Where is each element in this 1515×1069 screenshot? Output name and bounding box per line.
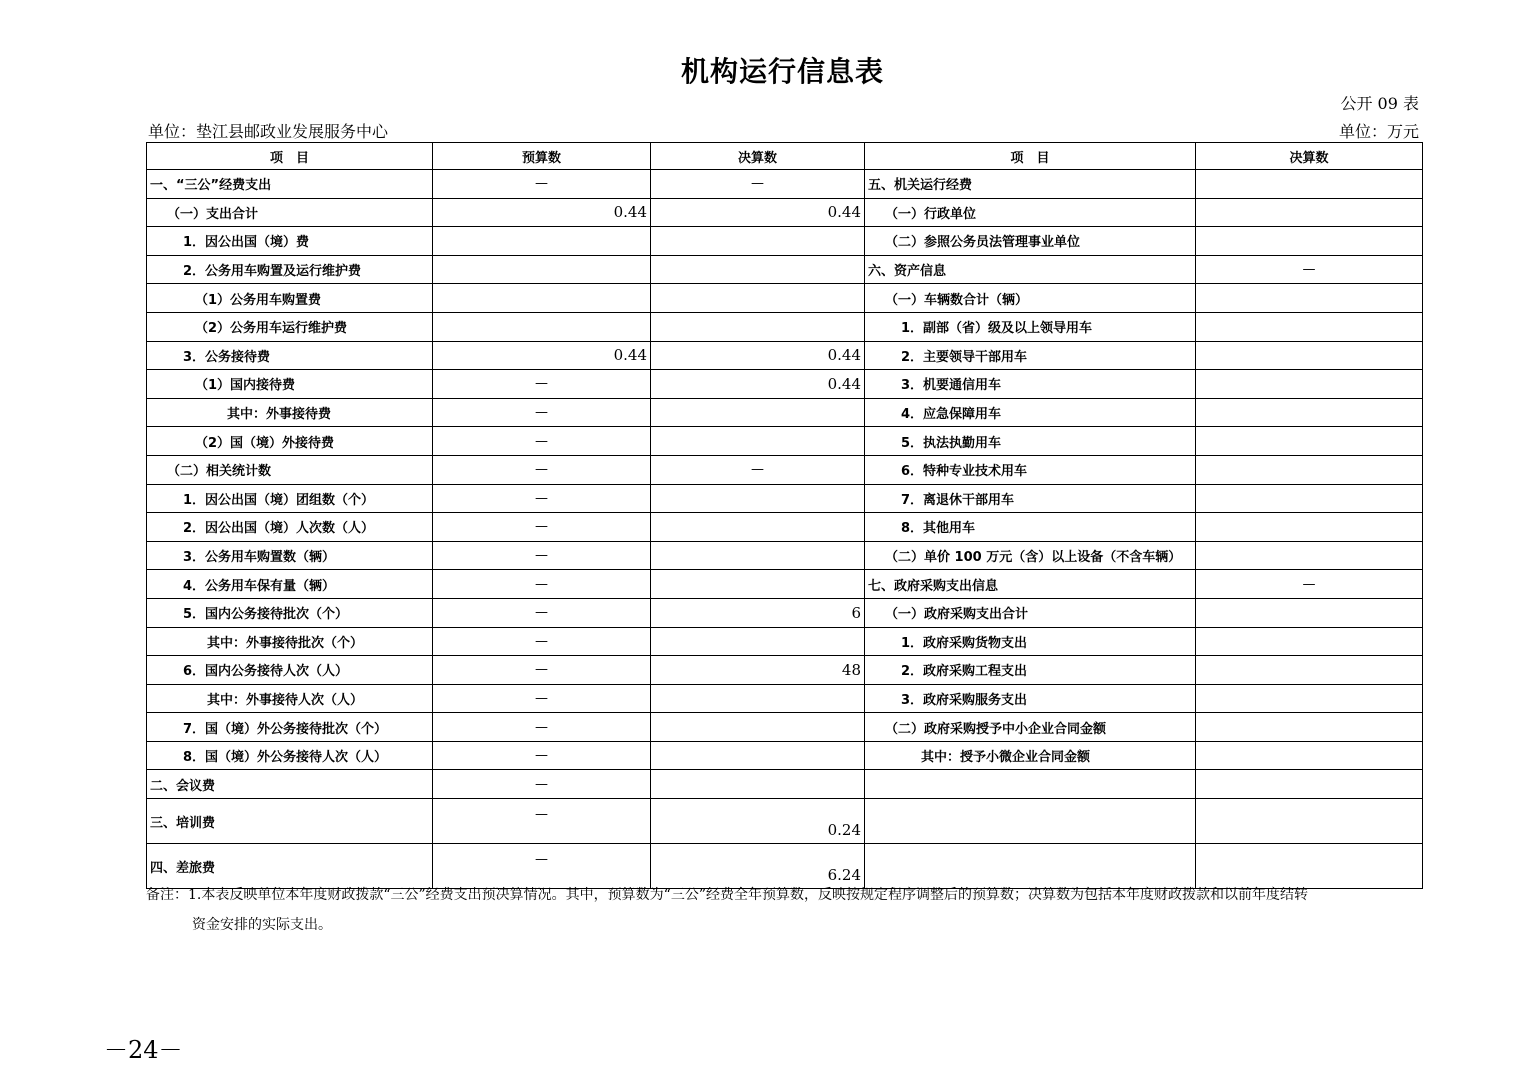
row-label: 4．公务用车保有量（辆）	[147, 570, 433, 599]
final-cell: 0.44	[651, 341, 865, 370]
final-cell	[651, 513, 865, 542]
right-final-cell	[1196, 541, 1423, 570]
final-cell: —	[651, 170, 865, 199]
right-row-label: 其中：授予小微企业合同金额	[865, 741, 1196, 770]
table-row	[147, 799, 1423, 844]
final-cell	[651, 255, 865, 284]
row-label: （1）公务用车购置费	[147, 284, 433, 313]
final-cell	[651, 741, 865, 770]
right-row-label: 1．副部（省）级及以上领导用车	[865, 312, 1196, 341]
right-final-cell	[1196, 627, 1423, 656]
row-label: 三、培训费	[147, 799, 433, 844]
row-label: 3．公务用车购置数（辆）	[147, 541, 433, 570]
right-final-cell	[1196, 684, 1423, 713]
right-row-label: （二）单价 100 万元（含）以上设备（不含车辆）	[865, 541, 1196, 570]
right-row-label: 2．政府采购工程支出	[865, 656, 1196, 685]
form-number: 公开 09 表	[1340, 94, 1419, 113]
right-row-label: 2．主要领导干部用车	[865, 341, 1196, 370]
row-label: 其中：外事接待费	[147, 398, 433, 427]
table-row	[147, 741, 1423, 770]
final-cell	[651, 570, 865, 599]
table-row	[147, 170, 1423, 199]
final-cell	[651, 312, 865, 341]
budget-cell: —	[433, 541, 651, 570]
right-final-cell	[1196, 741, 1423, 770]
budget-cell: —	[433, 570, 651, 599]
table-row	[147, 284, 1423, 313]
budget-cell: 0.44	[433, 198, 651, 227]
right-final-cell	[1196, 398, 1423, 427]
budget-cell	[433, 227, 651, 256]
budget-cell: —	[433, 170, 651, 199]
right-final-cell	[1196, 427, 1423, 456]
row-label: 二、会议费	[147, 770, 433, 799]
final-cell	[651, 627, 865, 656]
right-final-cell	[1196, 227, 1423, 256]
right-final-cell: —	[1196, 570, 1423, 599]
unit-organization: 单位：垫江县邮政业发展服务中心	[148, 122, 389, 141]
right-final-cell	[1196, 513, 1423, 542]
row-label: 1．因公出国（境）费	[147, 227, 433, 256]
row-label: （一）支出合计	[147, 198, 433, 227]
budget-cell: —	[433, 799, 651, 844]
row-label: 8．国（境）外公务接待人次（人）	[147, 741, 433, 770]
right-final-cell	[1196, 312, 1423, 341]
right-final-cell	[1196, 656, 1423, 685]
right-final-cell	[1196, 284, 1423, 313]
final-cell	[651, 284, 865, 313]
row-label: 5．国内公务接待批次（个）	[147, 598, 433, 627]
table-row	[147, 398, 1423, 427]
right-row-label: （一）政府采购支出合计	[865, 598, 1196, 627]
final-cell: 0.44	[651, 370, 865, 399]
final-cell	[651, 684, 865, 713]
right-row-label: 1．政府采购货物支出	[865, 627, 1196, 656]
budget-cell	[433, 255, 651, 284]
row-label: 一、“三公”经费支出	[147, 170, 433, 199]
unit-currency: 单位：万元	[1338, 122, 1419, 141]
final-cell	[651, 427, 865, 456]
budget-cell: —	[433, 684, 651, 713]
budget-cell	[433, 284, 651, 313]
right-row-label: 5．执法执勤用车	[865, 427, 1196, 456]
right-row-label: 6．特种专业技术用车	[865, 455, 1196, 484]
row-label: （2）国（境）外接待费	[147, 427, 433, 456]
table-row	[147, 627, 1423, 656]
right-row-label: 五、机关运行经费	[865, 170, 1196, 199]
header-final-left: 决算数	[651, 143, 865, 170]
final-cell	[651, 713, 865, 742]
table-row	[147, 312, 1423, 341]
row-label: 2．因公出国（境）人次数（人）	[147, 513, 433, 542]
table-row	[147, 427, 1423, 456]
table-row	[147, 598, 1423, 627]
budget-cell: —	[433, 770, 651, 799]
right-row-label	[865, 770, 1196, 799]
info-table	[146, 142, 1423, 889]
right-row-label: （一）行政单位	[865, 198, 1196, 227]
right-row-label: （二）参照公务员法管理事业单位	[865, 227, 1196, 256]
budget-cell: —	[433, 427, 651, 456]
row-label: 3．公务接待费	[147, 341, 433, 370]
table-row	[147, 455, 1423, 484]
right-final-cell	[1196, 170, 1423, 199]
right-row-label: （一）车辆数合计（辆）	[865, 284, 1196, 313]
header-item-left: 项 目	[147, 143, 433, 170]
table-header-row	[147, 143, 1423, 170]
right-final-cell	[1196, 341, 1423, 370]
right-row-label: 7．离退休干部用车	[865, 484, 1196, 513]
budget-cell: —	[433, 627, 651, 656]
table-row	[147, 484, 1423, 513]
budget-cell: —	[433, 844, 651, 889]
final-cell	[651, 541, 865, 570]
table-row	[147, 713, 1423, 742]
header-final-right: 决算数	[1196, 143, 1423, 170]
row-label: 2．公务用车购置及运行维护费	[147, 255, 433, 284]
row-label: （二）相关统计数	[147, 455, 433, 484]
header-budget: 预算数	[433, 143, 651, 170]
footnote-line-1: 备注：1.本表反映单位本年度财政拨款“三公”经费支出预决算情况。其中，预算数为“三公”经费全年预算数，反映按规定程序调整后的预算数；决算数为包括本年度财政拨款和以前年度结转	[146, 887, 1308, 903]
footnote	[146, 880, 1486, 940]
footnote-line-2: 资金安排的实际支出。	[192, 917, 332, 933]
right-row-label: 3．政府采购服务支出	[865, 684, 1196, 713]
row-label: 1．因公出国（境）团组数（个）	[147, 484, 433, 513]
final-cell: 6	[651, 598, 865, 627]
right-final-cell	[1196, 770, 1423, 799]
table-row	[147, 198, 1423, 227]
page-title: 机构运行信息表	[680, 55, 884, 88]
budget-cell: —	[433, 370, 651, 399]
final-cell	[651, 398, 865, 427]
table-row	[147, 255, 1423, 284]
budget-cell: —	[433, 513, 651, 542]
budget-cell: —	[433, 598, 651, 627]
right-final-cell	[1196, 713, 1423, 742]
final-cell	[651, 770, 865, 799]
right-row-label: 七、政府采购支出信息	[865, 570, 1196, 599]
row-label: 7．国（境）外公务接待批次（个）	[147, 713, 433, 742]
row-label: （1）国内接待费	[147, 370, 433, 399]
page-number: －24－	[104, 1036, 183, 1064]
right-final-cell	[1196, 455, 1423, 484]
final-cell: 0.44	[651, 198, 865, 227]
right-final-cell	[1196, 598, 1423, 627]
right-row-label: （二）政府采购授予中小企业合同金额	[865, 713, 1196, 742]
final-cell	[651, 484, 865, 513]
budget-cell: —	[433, 398, 651, 427]
budget-cell	[433, 312, 651, 341]
row-label: 其中：外事接待批次（个）	[147, 627, 433, 656]
right-final-cell: —	[1196, 255, 1423, 284]
budget-cell: —	[433, 713, 651, 742]
right-row-label	[865, 799, 1196, 844]
final-cell	[651, 227, 865, 256]
table-row	[147, 770, 1423, 799]
right-final-cell	[1196, 370, 1423, 399]
table-row	[147, 227, 1423, 256]
right-row-label: 8．其他用车	[865, 513, 1196, 542]
budget-cell: —	[433, 656, 651, 685]
right-final-cell	[1196, 198, 1423, 227]
right-final-cell	[1196, 484, 1423, 513]
budget-cell: —	[433, 484, 651, 513]
table-row	[147, 541, 1423, 570]
row-label: 6．国内公务接待人次（人）	[147, 656, 433, 685]
right-final-cell	[1196, 799, 1423, 844]
table-row	[147, 684, 1423, 713]
table-row	[147, 370, 1423, 399]
row-label: 四、差旅费	[147, 844, 433, 889]
final-cell: 6.24	[651, 844, 865, 889]
final-cell: 48	[651, 656, 865, 685]
final-cell: —	[651, 455, 865, 484]
table-row	[147, 570, 1423, 599]
table-row	[147, 341, 1423, 370]
row-label: 其中：外事接待人次（人）	[147, 684, 433, 713]
right-row-label: 4．应急保障用车	[865, 398, 1196, 427]
table-row	[147, 656, 1423, 685]
budget-cell: —	[433, 455, 651, 484]
table-row	[147, 513, 1423, 542]
right-row-label: 六、资产信息	[865, 255, 1196, 284]
row-label: （2）公务用车运行维护费	[147, 312, 433, 341]
budget-cell: —	[433, 741, 651, 770]
budget-cell: 0.44	[433, 341, 651, 370]
right-row-label: 3．机要通信用车	[865, 370, 1196, 399]
header-item-right: 项 目	[865, 143, 1196, 170]
final-cell: 0.24	[651, 799, 865, 844]
